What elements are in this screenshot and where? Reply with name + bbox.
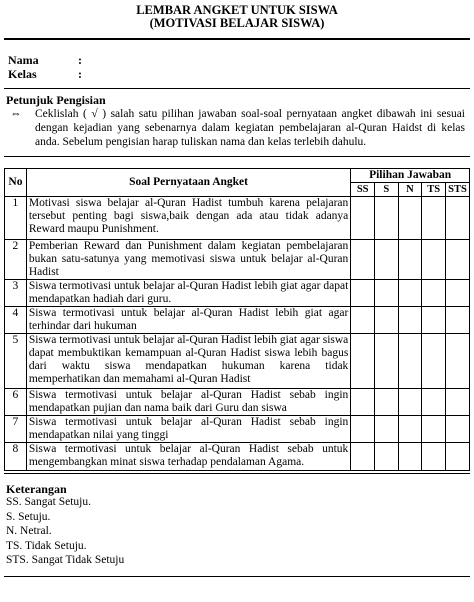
option-header-n: N [398, 183, 422, 197]
legend-item: SS. Sangat Setuju. [6, 496, 91, 508]
instructions-heading: Petunjuk Pengisian [6, 93, 106, 107]
answer-cell-s[interactable] [375, 443, 399, 471]
document-title: LEMBAR ANGKET UNTUK SISWA [136, 3, 338, 17]
answer-cell-n[interactable] [398, 197, 422, 240]
answer-cell-ts[interactable] [422, 443, 446, 471]
answer-cell-ss[interactable] [351, 389, 375, 416]
option-header-s: S [375, 183, 399, 197]
answer-cell-sts[interactable] [446, 307, 470, 334]
option-header-ts: TS [422, 183, 446, 197]
class-colon: : [78, 67, 82, 81]
row-number: 1 [5, 197, 27, 240]
class-field [8, 67, 82, 81]
answer-cell-ts[interactable] [422, 334, 446, 389]
answer-cell-s[interactable] [375, 334, 399, 389]
answer-cell-ss[interactable] [351, 443, 375, 471]
row-number: 8 [5, 443, 27, 471]
name-field [8, 53, 82, 67]
divider [4, 38, 470, 40]
table-row [5, 416, 470, 443]
answer-cell-ss[interactable] [351, 334, 375, 389]
divider [4, 88, 470, 89]
option-header-sts: STS [446, 183, 470, 197]
options-group-header: Pilihan Jawaban [351, 169, 470, 183]
statement-header: Soal Pernyataan Angket [26, 169, 350, 197]
table-row [5, 280, 470, 307]
row-statement: Siswa termotivasi untuk belajar al-Quran Hadist sebab untuk mengembangkan minat siswa terhadap pendalaman Agama. [26, 443, 350, 471]
answer-cell-ss[interactable] [351, 240, 375, 280]
no-header: No [5, 169, 27, 197]
row-statement: Siswa termotivasi untuk belajar al-Quran Hadist sebab ingin mendapatkan pujian dan nama baik dari Guru dan siswa [26, 389, 350, 416]
legend-list [6, 495, 124, 568]
row-statement: Siswa termotivasi untuk belajar al-Quran Hadist lebih giat agar terhindar dari hukuman [26, 307, 350, 334]
row-number: 7 [5, 416, 27, 443]
answer-cell-s[interactable] [375, 389, 399, 416]
legend-item: STS. Sangat Tidak Setuju [6, 554, 125, 566]
table-row [5, 334, 470, 389]
row-number: 2 [5, 240, 27, 280]
answer-cell-n[interactable] [398, 240, 422, 280]
answer-cell-n[interactable] [398, 307, 422, 334]
row-statement: Siswa termotivasi untuk belajar al-Quran Hadist lebih giat agar dapat mendapatkan hadiah dari guru. [26, 280, 350, 307]
answer-cell-sts[interactable] [446, 389, 470, 416]
row-statement: Motivasi siswa belajar al-Quran Hadist tumbuh karena pelajaran tersebut penting bagi siswa,baik dengan ada atau tidak adanya Reward maupu Punishment. [26, 197, 350, 240]
legend-heading: Keterangan [6, 482, 67, 496]
answer-cell-sts[interactable] [446, 240, 470, 280]
answer-cell-s[interactable] [375, 197, 399, 240]
answer-cell-s[interactable] [375, 416, 399, 443]
answer-cell-ts[interactable] [422, 240, 446, 280]
answer-cell-n[interactable] [398, 416, 422, 443]
row-statement: Pemberian Reward dan Punishment dalam kegiatan pembelajaran bukan satu-satunya yang memotivasi siswa untuk belajar al-Quran Hadist [26, 240, 350, 280]
answer-cell-ts[interactable] [422, 197, 446, 240]
answer-cell-ss[interactable] [351, 197, 375, 240]
answer-cell-sts[interactable] [446, 197, 470, 240]
option-header-ss: SS [351, 183, 375, 197]
row-number: 4 [5, 307, 27, 334]
answer-cell-s[interactable] [375, 307, 399, 334]
legend-item: TS. Tidak Setuju. [6, 539, 87, 552]
answer-cell-s[interactable] [375, 280, 399, 307]
divider [4, 576, 470, 577]
row-number: 3 [5, 280, 27, 307]
name-label: Nama [8, 53, 39, 67]
answer-cell-sts[interactable] [446, 443, 470, 471]
answer-cell-n[interactable] [398, 389, 422, 416]
table-row [5, 443, 470, 471]
divider [4, 473, 470, 474]
legend-item: N. Netral. [6, 525, 52, 537]
legend-item: S. Setuju. [6, 510, 51, 523]
table-row [5, 307, 470, 334]
answer-cell-ss[interactable] [351, 280, 375, 307]
answer-cell-ts[interactable] [422, 280, 446, 307]
document-subtitle: (MOTIVASI BELAJAR SISWA) [149, 16, 325, 30]
double-arrow-icon: ⇔ [10, 108, 22, 120]
table-row [5, 197, 470, 240]
row-number: 5 [5, 334, 27, 389]
answer-cell-n[interactable] [398, 280, 422, 307]
table-row [5, 240, 470, 280]
row-number: 6 [5, 389, 27, 416]
answer-cell-sts[interactable] [446, 416, 470, 443]
answer-cell-ss[interactable] [351, 416, 375, 443]
table-row [5, 389, 470, 416]
answer-cell-ts[interactable] [422, 307, 446, 334]
divider [4, 156, 470, 157]
answer-cell-sts[interactable] [446, 280, 470, 307]
answer-cell-sts[interactable] [446, 334, 470, 389]
instructions-body: Ceklislah ( √ ) salah satu pilihan jawaban soal-soal pernyataan angket dibawah ini sesuai dengan kejadian yang sebenarnya dalam kegiatan pembelajaran al-Quran Haidst di kelas anda. Sebelum pengisian harap tuliskan nama dan kelas terlebih dahulu. [35, 108, 465, 148]
answer-cell-ts[interactable] [422, 416, 446, 443]
instructions-text [10, 107, 465, 149]
name-colon: : [78, 53, 82, 67]
answer-cell-s[interactable] [375, 240, 399, 280]
answer-cell-n[interactable] [398, 443, 422, 471]
answer-cell-ts[interactable] [422, 389, 446, 416]
questionnaire-table [4, 168, 470, 471]
answer-cell-n[interactable] [398, 334, 422, 389]
row-statement: Siswa termotivasi untuk belajar al-Quran Hadist lebih giat agar siswa dapat membuktikan kemampuan al-Quran Hadist siswa lebih bagus dari waktu siswa mendapatkan hukuman karena tidak memperhatikan dan memahami al-Quran Hadist [26, 334, 350, 389]
row-statement: Siswa termotivasi untuk belajar al-Quran Hadist sebab ingin mendapatkan nilai yang tinggi [26, 416, 350, 443]
class-label: Kelas [8, 67, 37, 81]
answer-cell-ss[interactable] [351, 307, 375, 334]
